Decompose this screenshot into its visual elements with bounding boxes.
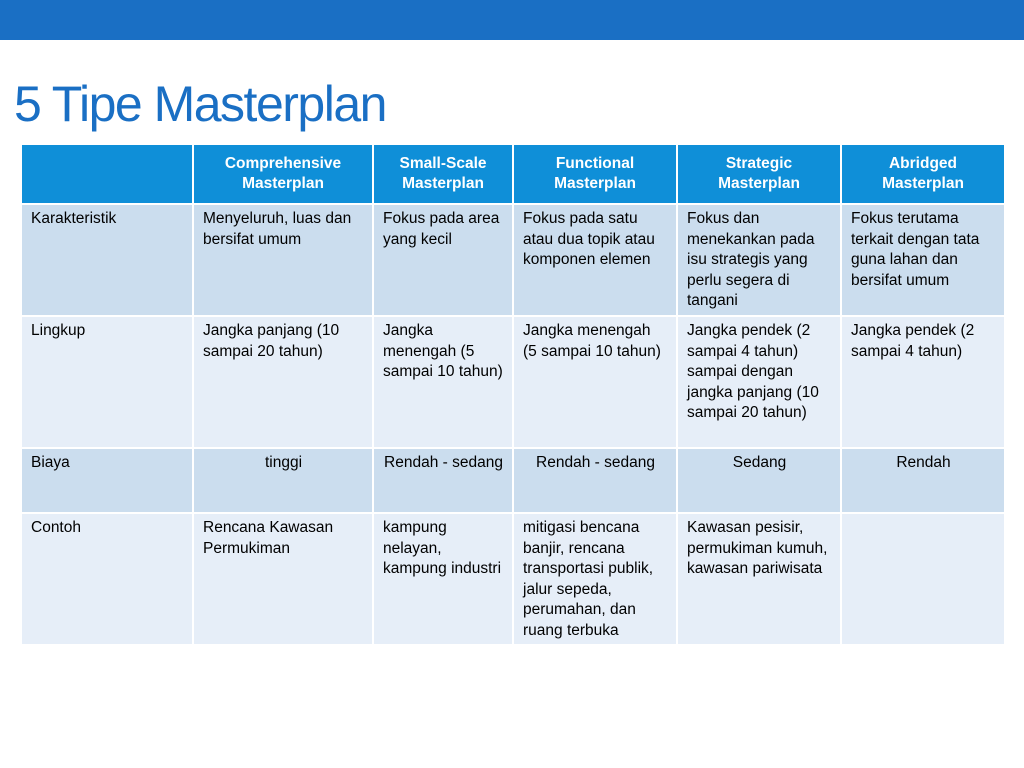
table-cell: Fokus pada satu atau dua topik atau komponen elemen bbox=[513, 204, 677, 316]
table-row-biaya bbox=[21, 448, 1005, 513]
row-label: Biaya bbox=[21, 448, 193, 513]
masterplan-table bbox=[20, 143, 1006, 646]
header-cell-comprehensive: Comprehensive Masterplan bbox=[193, 144, 373, 204]
table-cell: Jangka panjang (10 sampai 20 tahun) bbox=[193, 316, 373, 448]
table-cell: kampung nelayan, kampung industri bbox=[373, 513, 513, 645]
row-label: Karakteristik bbox=[21, 204, 193, 316]
top-accent-bar bbox=[0, 0, 1024, 40]
header-cell-abridged: Abridged Masterplan bbox=[841, 144, 1005, 204]
header-cell-strategic: Strategic Masterplan bbox=[677, 144, 841, 204]
table-cell: Sedang bbox=[677, 448, 841, 513]
table-cell: Rendah - sedang bbox=[513, 448, 677, 513]
table-cell: Rendah bbox=[841, 448, 1005, 513]
header-cell-corner bbox=[21, 144, 193, 204]
table-header-row bbox=[21, 144, 1005, 204]
header-cell-small-scale: Small-Scale Masterplan bbox=[373, 144, 513, 204]
table-row-karakteristik bbox=[21, 204, 1005, 316]
table-cell: Fokus pada area yang kecil bbox=[373, 204, 513, 316]
row-label: Lingkup bbox=[21, 316, 193, 448]
table-cell bbox=[841, 513, 1005, 645]
slide-title: 5 Tipe Masterplan bbox=[14, 76, 386, 132]
table-cell: Jangka menengah (5 sampai 10 tahun) bbox=[373, 316, 513, 448]
table-row-contoh bbox=[21, 513, 1005, 645]
header-cell-functional: Functional Masterplan bbox=[513, 144, 677, 204]
table-cell: Menyeluruh, luas dan bersifat umum bbox=[193, 204, 373, 316]
table-cell: Jangka menengah (5 sampai 10 tahun) bbox=[513, 316, 677, 448]
table-cell: Rendah - sedang bbox=[373, 448, 513, 513]
table-cell: Rencana Kawasan Permukiman bbox=[193, 513, 373, 645]
row-label: Contoh bbox=[21, 513, 193, 645]
table-cell: tinggi bbox=[193, 448, 373, 513]
table-row-lingkup bbox=[21, 316, 1005, 448]
table-cell: Fokus dan menekankan pada isu strategis yang perlu segera di tangani bbox=[677, 204, 841, 316]
table-cell: mitigasi bencana banjir, rencana transportasi publik, jalur sepeda, perumahan, dan ruang terbuka bbox=[513, 513, 677, 645]
table-cell: Fokus terutama terkait dengan tata guna lahan dan bersifat umum bbox=[841, 204, 1005, 316]
table-cell: Jangka pendek (2 sampai 4 tahun) bbox=[841, 316, 1005, 448]
table-cell: Jangka pendek (2 sampai 4 tahun) sampai dengan jangka panjang (10 sampai 20 tahun) bbox=[677, 316, 841, 448]
table-cell: Kawasan pesisir, permukiman kumuh, kawasan pariwisata bbox=[677, 513, 841, 645]
